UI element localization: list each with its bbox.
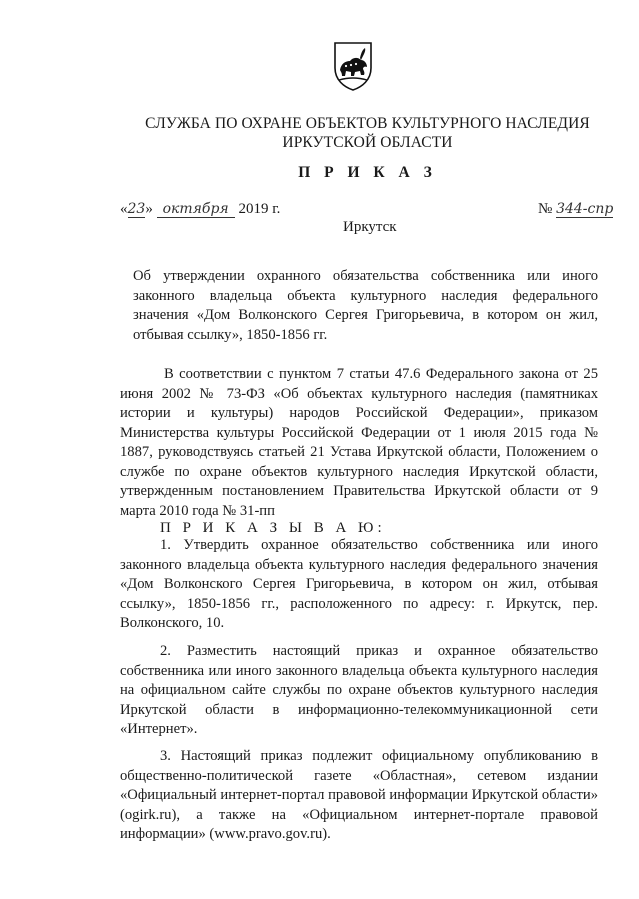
date-year: 2019 г.: [238, 201, 281, 217]
order-heading: П Р И К А З Ы В А Ю:: [160, 520, 386, 536]
order-item-1: 1. Утвердить охранное обязательство собственника или иного законного владельца объекта культурного наследия федерального значения «Дом Волконского Сергея Григорьевича, в котором он жил, отбывая ссылку», 1850-1856 гг., расположенного по адресу: г. Иркутск, пер. Волконского, 10.: [120, 537, 598, 631]
date-close-quote: »: [145, 201, 153, 217]
irkutsk-coat-of-arms-icon: [331, 40, 375, 92]
document-type-heading: П Р И К А З: [298, 164, 437, 181]
date-open-quote: «: [120, 201, 128, 217]
order-item-2: 2. Разместить настоящий приказ и охранное обязательство собственника или иного законного владельца объекта культурного наследия на официальном сайте службы по охране объектов культурного наследия Иркутской области в информационно-телекоммуникационной сети «Интернет».: [120, 643, 598, 737]
organization-name-line1: СЛУЖБА ПО ОХРАНЕ ОБЪЕКТОВ КУЛЬТУРНОГО НАСЛЕДИЯ: [145, 115, 590, 132]
number-prefix: №: [538, 201, 553, 217]
date-day: 23: [127, 201, 146, 217]
number-value: 344-спр: [556, 201, 614, 217]
organization-name-line2: ИРКУТСКОЙ ОБЛАСТИ: [282, 134, 453, 151]
order-item-3: 3. Настоящий приказ подлежит официальному опубликованию в общественно-политической газете «Областная», сетевом издании «Официальный интернет-портал правовой информации Иркутской области» (ogirk.ru), а также на «Официальном интернет-портале правовой информации» (www.pravo.gov.ru).: [120, 748, 598, 842]
document-date: [120, 201, 280, 218]
document-city: Иркутск: [343, 219, 397, 235]
document-number: [538, 201, 613, 218]
legal-basis-paragraph: В соответствии с пунктом 7 статьи 47.6 Федерального закона от 25 июня 2002 № 73-ФЗ «Об объектах культурного наследия (памятниках истории и культуры) народов Российской Федерации», приказом Министерства культуры Российской Федерации от 1 июля 2015 года № 1887, руководствуясь статьей 21 Устава Иркутской области, Положением о службе по охране объектов культурного наследия Иркутской области, утвержденным постановлением Правительства Иркутской области от 9 марта 2010 года № 31-пп: [120, 366, 598, 519]
document-title: Об утверждении охранного обязательства собственника или иного законного владельца объекта культурного наследия федерального значения «Дом Волконского Сергея Григорьевича, в котором он жил, отбывая ссылку», 1850-1856 гг.: [133, 268, 598, 343]
date-month: октября: [157, 202, 235, 218]
